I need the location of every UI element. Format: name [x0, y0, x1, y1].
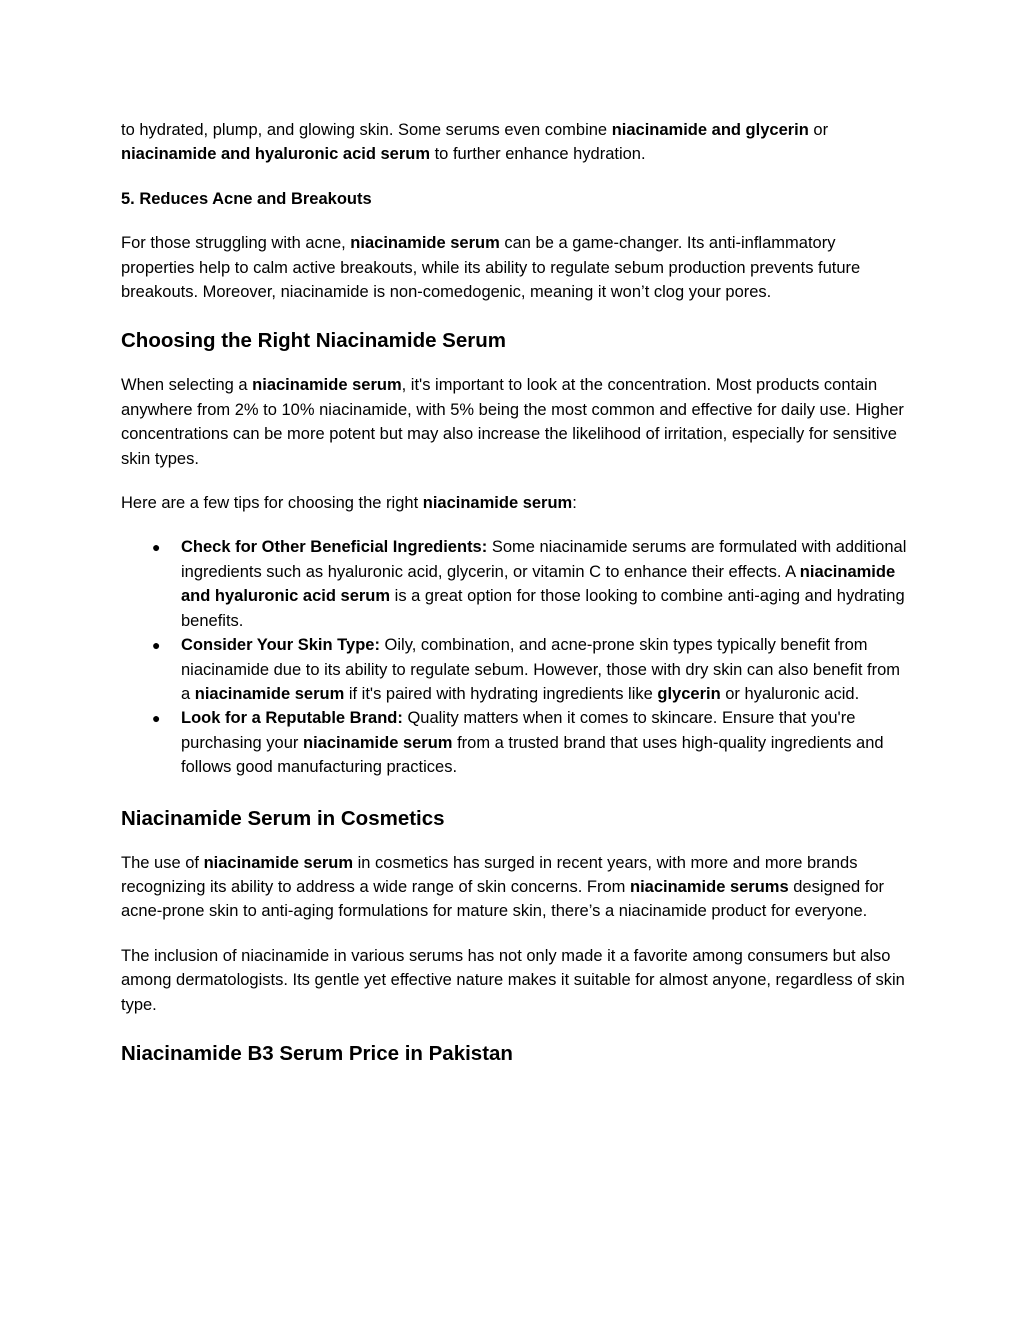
tip-bold: glycerin [657, 684, 721, 703]
tip-text: Oily, combination, and acne-prone skin types typically benefit from niacinamide due to its ability to regulate sebum. However, those with dry skin can also benefit from a [181, 636, 901, 703]
intro-text: to further enhance hydration. [430, 145, 646, 164]
tip-bold: niacinamide serum [303, 733, 453, 752]
list-item [121, 706, 911, 779]
acne-text: can be a game-changer. Its anti-inflammatory properties help to calm active breakouts, while its ability to regulate sebum production prevents future breakouts. Moreover, niacinamide is non-comedogenic, meaning it won’t clog your pores. [121, 234, 861, 302]
price-heading: Niacinamide B3 Serum Price in Pakistan [121, 1041, 513, 1065]
choosing-bold: niacinamide serum [422, 494, 573, 513]
cosmetics-text: designed for acne-prone skin to anti-aging formulations for mature skin, there’s a niacinamide product for everyone. [121, 877, 885, 921]
choosing-heading: Choosing the Right Niacinamide Serum [121, 329, 506, 353]
bullet-icon: ● [152, 539, 161, 556]
cosmetics-heading: Niacinamide Serum in Cosmetics [121, 806, 445, 830]
choosing-paragraph-2 [121, 491, 911, 515]
tip-label: Check for Other Beneficial Ingredients: [181, 538, 488, 557]
cosmetics-bold: niacinamide serums [630, 877, 789, 896]
tip-label: Look for a Reputable Brand: [181, 709, 403, 728]
choosing-text: Here are a few tips for choosing the right [121, 494, 423, 513]
intro-paragraph [121, 118, 911, 167]
choosing-text: When selecting a [121, 376, 253, 395]
tips-list [121, 535, 911, 779]
intro-text: or [808, 121, 829, 139]
tip-text: Some niacinamide serums are formulated with additional ingredients such as hyaluronic acid, glycerin, or vitamin C to enhance their effects. A [181, 538, 907, 581]
tip-bold: niacinamide serum [194, 684, 345, 703]
bullet-icon: ● [152, 637, 161, 654]
tip-text: if it's paired with hydrating ingredients like [344, 684, 658, 703]
acne-bold: niacinamide serum [350, 234, 500, 253]
choosing-paragraph-1 [121, 373, 911, 471]
cosmetics-text: in cosmetics has surged in recent years, with more and more brands recognizing its ability to address a wide range of skin concerns. From [121, 853, 858, 896]
tip-text: is a great option for those looking to combine anti-aging and hydrating benefits. [181, 587, 905, 630]
choosing-text: , it's important to look at the concentration. Most products contain anywhere from 2% to 10% niacinamide, with 5% being the most common and effective for daily use. Higher concentrations can be more potent but may also increase the likelihood of irritation, especially for sensitive skin types. [121, 376, 904, 468]
tip-text: or hyaluronic acid. [720, 684, 860, 703]
tip-label: Consider Your Skin Type: [181, 636, 380, 655]
document-body [121, 118, 911, 1068]
choosing-bold: niacinamide serum [252, 376, 402, 395]
tip-text: Quality matters when it comes to skincare. Ensure that you're purchasing your [181, 709, 856, 752]
cosmetics-paragraph-2: The inclusion of niacinamide in various serums has not only made it a favorite among consumers but also among dermatologists. Its gentle yet effective nature makes it suitable for almost anyone, regardless of skin type. [121, 946, 905, 1014]
choosing-text: : [572, 494, 577, 513]
list-item [121, 633, 911, 706]
acne-subheading: 5. Reduces Acne and Breakouts [121, 189, 372, 208]
cosmetics-text: The use of [121, 853, 204, 872]
intro-bold-glycerin: niacinamide and glycerin [611, 121, 809, 139]
acne-text: For those struggling with acne, [121, 234, 351, 253]
tip-bold: niacinamide and hyaluronic acid serum [181, 562, 896, 606]
tip-text: from a trusted brand that uses high-quality ingredients and follows good manufacturing practices. [181, 733, 884, 777]
intro-bold-hyaluronic: niacinamide and hyaluronic acid serum [121, 145, 431, 164]
cosmetics-bold: niacinamide serum [203, 853, 354, 872]
cosmetics-paragraph-1 [121, 851, 911, 924]
bullet-icon: ● [152, 710, 161, 727]
list-item [121, 535, 911, 633]
acne-paragraph [121, 231, 911, 304]
intro-text: to hydrated, plump, and glowing skin. Some serums even combine [121, 121, 612, 139]
